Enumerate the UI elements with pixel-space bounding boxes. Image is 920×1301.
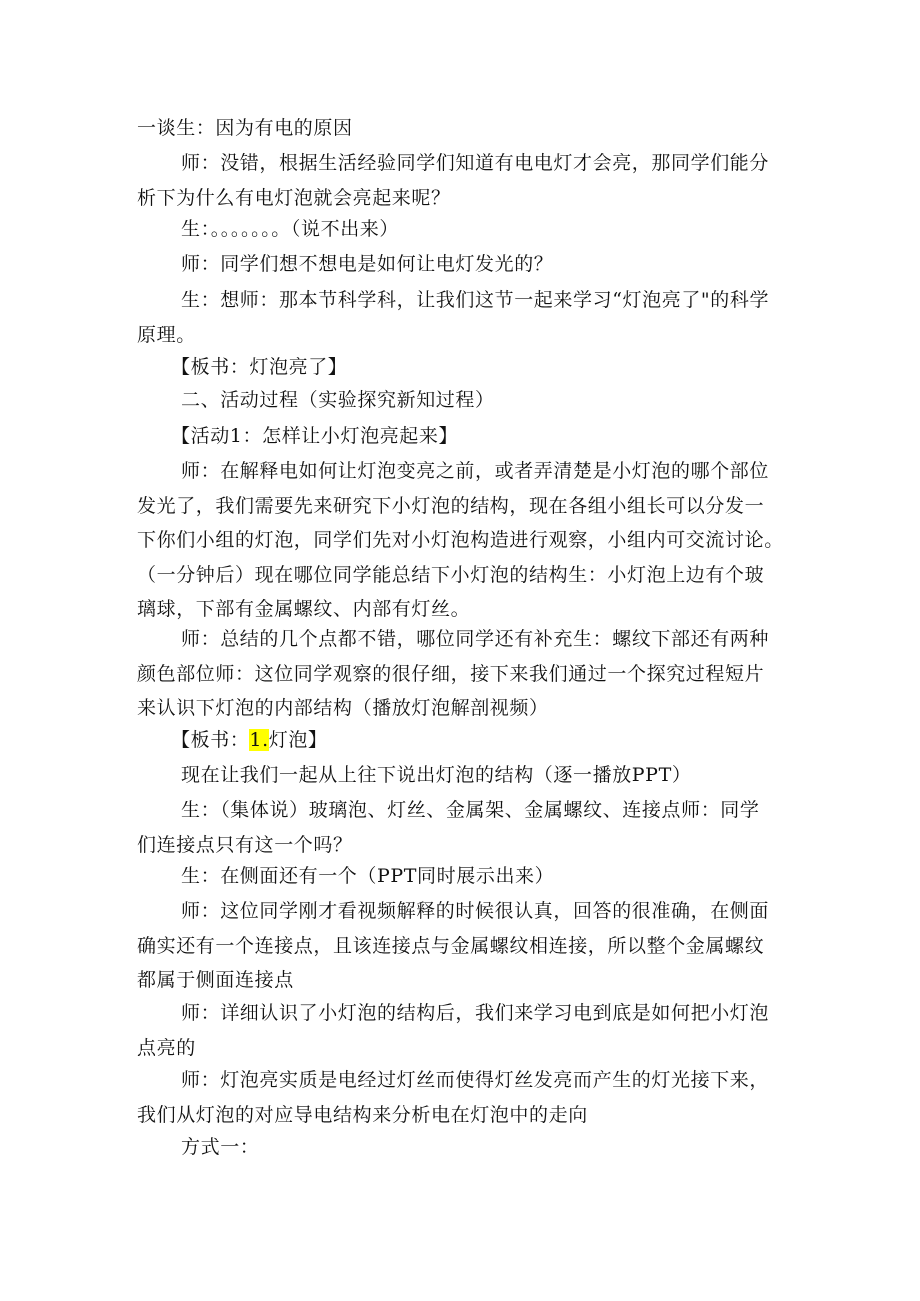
text-line: 生：。。。。。。。（说不出来） [181, 218, 400, 240]
section-heading: 二、活动过程（实验探究新知过程） [181, 389, 495, 411]
text-line: 颜色部位师：这位同学观察的很仔细，接下来我们通过一个探究过程短片 [137, 662, 765, 685]
text-line: 析下为什么有电灯泡就会亮起来呢？ [137, 186, 451, 209]
text-line: 师：同学们想不想电是如何让电灯发光的？ [181, 253, 554, 275]
paragraph-10 [137, 622, 797, 726]
paragraph-13 [137, 793, 797, 862]
text-line: 发光了，我们需要先来研究下小灯泡的结构，现在各组小组长可以分发一 [137, 494, 765, 517]
text-line: 师：在解释电如何让灯泡变亮之前，或者弄清楚是小灯泡的哪个部位 [181, 460, 770, 482]
activity-heading: 【活动1：怎样让小灯泡亮起来】 [171, 425, 459, 447]
text-line: 现在让我们一起从上往下说出灯泡的结构（逐一播放PPT） [181, 764, 692, 786]
board-note [137, 723, 797, 758]
paragraph-4 [137, 247, 797, 282]
paragraph-14 [137, 859, 797, 894]
paragraph-9 [137, 454, 797, 627]
paragraph-1 [137, 111, 797, 146]
board-note-suffix: 灯泡】 [268, 729, 328, 751]
text-line: 来认识下灯泡的内部结构（播放灯泡解剖视频） [137, 697, 549, 719]
paragraph-6 [137, 350, 797, 385]
text-line: 璃球，下部有金属螺纹、内部有灯丝。 [137, 598, 471, 620]
paragraph-16 [137, 996, 797, 1065]
text-line: （一分钟后）现在哪位同学能总结下小灯泡的结构生：小灯泡上边有个玻 [137, 563, 765, 586]
paragraph-12 [137, 758, 797, 793]
text-line: 们连接点只有这一个吗？ [137, 833, 353, 856]
text-line: 生：想师：那本节科学科，让我们这节一起来学习“灯泡亮了"的科学 [181, 289, 770, 311]
text-line: 方式一： [181, 1136, 260, 1158]
paragraph-3 [137, 212, 797, 247]
text-line: 师：总结的几个点都不错，哪位同学还有补充生：螺纹下部还有两种 [181, 628, 770, 650]
paragraph-5 [137, 283, 797, 352]
text-line: 【板书：灯泡亮了】 [171, 356, 348, 378]
paragraph-11 [137, 723, 797, 758]
text-line: 我们从灯泡的对应导电结构来分析电在灯泡中的走向 [137, 1103, 588, 1126]
board-note-prefix: 【板书： [171, 729, 250, 751]
text-line: 师：灯泡亮实质是电经过灯丝而使得灯丝发亮而产生的灯光接下来， [181, 1069, 770, 1091]
text-line: 都属于侧面连接点 [137, 969, 294, 991]
text-line: 原理。 [137, 323, 196, 346]
highlighted-number: 1. [249, 729, 269, 751]
text-line: 点亮的 [137, 1036, 196, 1059]
paragraph-17 [137, 1063, 797, 1132]
text-line: 一谈生：因为有电的原因 [137, 117, 353, 139]
text-line: 师：没错，根据生活经验同学们知道有电电灯才会亮，那同学们能分 [181, 152, 770, 174]
text-line: 生：在侧面还有一个（PPT同时展示出来） [181, 865, 555, 887]
paragraph-8 [137, 419, 797, 454]
text-line: 生：（集体说）玻璃泡、灯丝、金属架、金属螺纹、连接点师：同学 [181, 799, 760, 821]
text-line: 师：这位同学刚才看视频解释的时候很认真，回答的很准确，在侧面 [181, 900, 770, 922]
paragraph-7 [137, 383, 797, 418]
paragraph-18 [137, 1130, 797, 1165]
text-line: 确实还有一个连接点，且该连接点与金属螺纹相连接，所以整个金属螺纹 [137, 934, 765, 957]
paragraph-15 [137, 894, 797, 998]
text-line: 师：详细认识了小灯泡的结构后，我们来学习电到底是如何把小灯泡 [181, 1002, 770, 1024]
text-line: 下你们小组的灯泡，同学们先对小灯泡构造进行观察，小组内可交流讨论。 [137, 529, 784, 551]
paragraph-2 [137, 146, 797, 215]
